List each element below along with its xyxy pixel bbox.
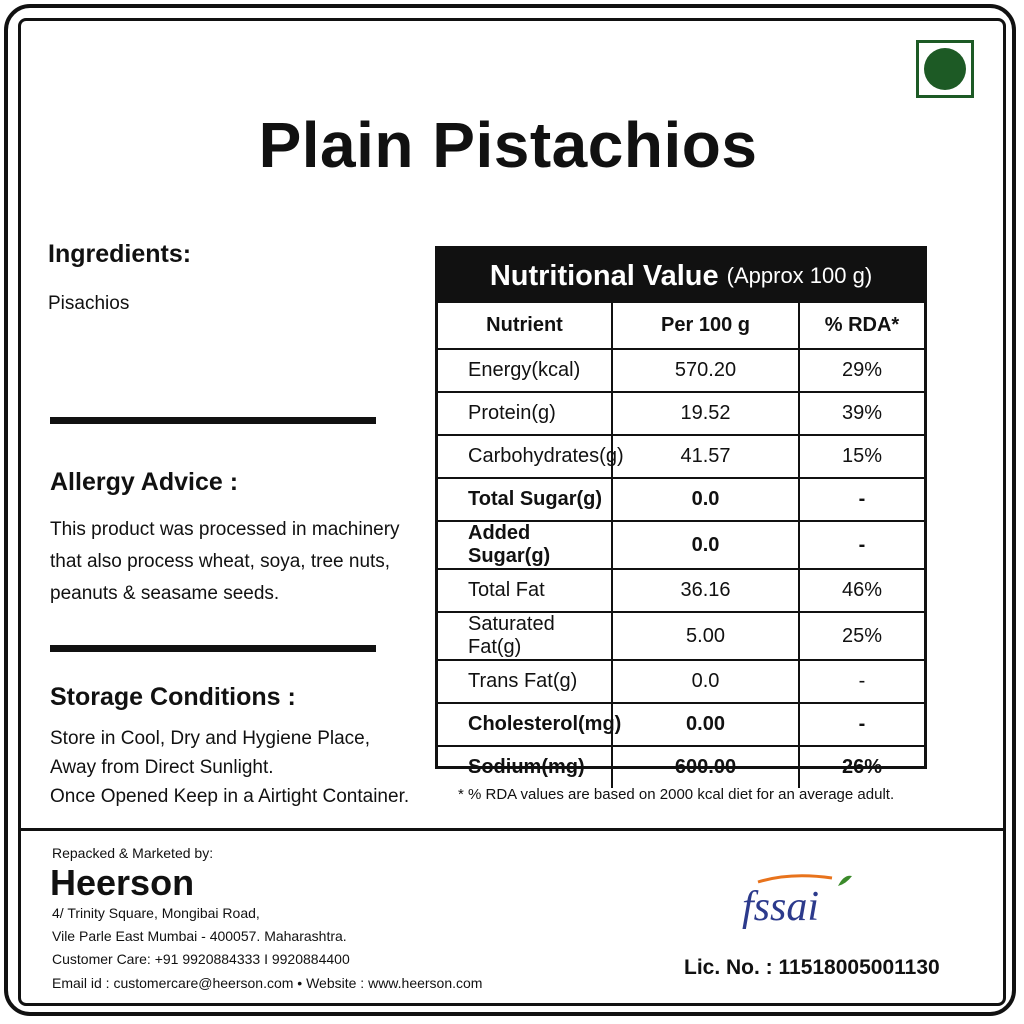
nutrient-per100: 0.0 [612,660,799,703]
allergy-heading: Allergy Advice : [50,468,239,496]
rda-footnote: * % RDA values are based on 2000 kcal diet for an average adult. [458,786,895,803]
nutrient-rda: 26% [799,746,924,788]
nutrient-rda: - [799,660,924,703]
nutrient-per100: 36.16 [612,569,799,612]
nutrient-name: Cholesterol(mg) [438,703,612,746]
allergy-line: that also process wheat, soya, tree nuts, [50,551,391,572]
repacked-label: Repacked & Marketed by: [52,845,214,861]
nutrition-row [438,746,924,788]
nutrient-name: Saturated Fat(g) [438,612,612,660]
nutrition-table [438,303,924,788]
nutrient-rda: 25% [799,612,924,660]
nutrition-row [438,392,924,435]
nutrient-name: Sodium(mg) [438,746,612,788]
nutrition-row [438,435,924,478]
nutrient-per100: 41.57 [612,435,799,478]
customer-care-line: Customer Care: +91 9920884333 I 9920884400 [52,951,350,967]
storage-text [50,724,409,811]
ingredients-text: Pisachios [48,293,130,314]
nutrient-rda: 39% [799,392,924,435]
address-line: Vile Parle East Mumbai - 400057. Maharashtra. [52,928,347,944]
address-line: 4/ Trinity Square, Mongibai Road, [52,905,260,921]
nutrient-name: Added Sugar(g) [438,521,612,569]
column-header-per100: Per 100 g [612,303,799,349]
nutrient-rda: - [799,478,924,521]
product-title: Plain Pistachios [258,109,758,181]
nutrition-row [438,569,924,612]
nutrient-rda: 46% [799,569,924,612]
nutrient-rda: 15% [799,435,924,478]
brand-name: Heerson [50,862,195,903]
table-header-row [438,303,924,349]
ingredients-heading: Ingredients: [48,240,192,268]
nutrient-name: Carbohydrates(g) [438,435,612,478]
allergy-text [50,514,400,610]
nutrition-subtitle: (Approx 100 g) [726,263,873,288]
nutrition-row [438,478,924,521]
email-website-line: Email id : customercare@heerson.com • Website : www.heerson.com [52,975,483,991]
nutrition-row [438,612,924,660]
nutrition-title: Nutritional Value [489,259,719,292]
column-header-nutrient: Nutrient [438,303,612,349]
section-rule-1 [50,417,376,424]
nutrient-name: Protein(g) [438,392,612,435]
nutrition-row [438,349,924,392]
section-rule-2 [50,645,376,652]
nutrient-per100: 0.00 [612,703,799,746]
nutrient-per100: 0.0 [612,478,799,521]
nutrition-row [438,521,924,569]
storage-line: Away from Direct Sunlight. [50,757,274,778]
nutrient-per100: 570.20 [612,349,799,392]
nutrient-name: Trans Fat(g) [438,660,612,703]
allergy-line: This product was processed in machinery [50,519,400,540]
nutrition-row [438,703,924,746]
footer-divider [18,828,1006,831]
storage-line: Store in Cool, Dry and Hygiene Place, [50,728,370,749]
nutrient-per100: 5.00 [612,612,799,660]
nutrient-per100: 600.00 [612,746,799,788]
storage-heading: Storage Conditions : [50,683,296,711]
nutrition-row [438,660,924,703]
column-header-rda: % RDA* [799,303,924,349]
nutrient-rda: - [799,521,924,569]
nutrient-name: Energy(kcal) [438,349,612,392]
nutrient-name: Total Sugar(g) [438,478,612,521]
nutrition-panel [435,246,927,778]
license-number: Lic. No. : 11518005001130 [684,956,940,979]
fssai-logo-text: fssai [742,884,820,930]
veg-symbol-icon [916,40,974,98]
nutrient-rda: - [799,703,924,746]
nutrition-header [438,249,924,303]
nutrient-name: Total Fat [438,569,612,612]
fssai-logo-icon [740,870,860,930]
allergy-line: peanuts & seasame seeds. [50,583,280,604]
nutrient-rda: 29% [799,349,924,392]
nutrient-per100: 19.52 [612,392,799,435]
storage-line: Once Opened Keep in a Airtight Container. [50,786,410,807]
nutrient-per100: 0.0 [612,521,799,569]
